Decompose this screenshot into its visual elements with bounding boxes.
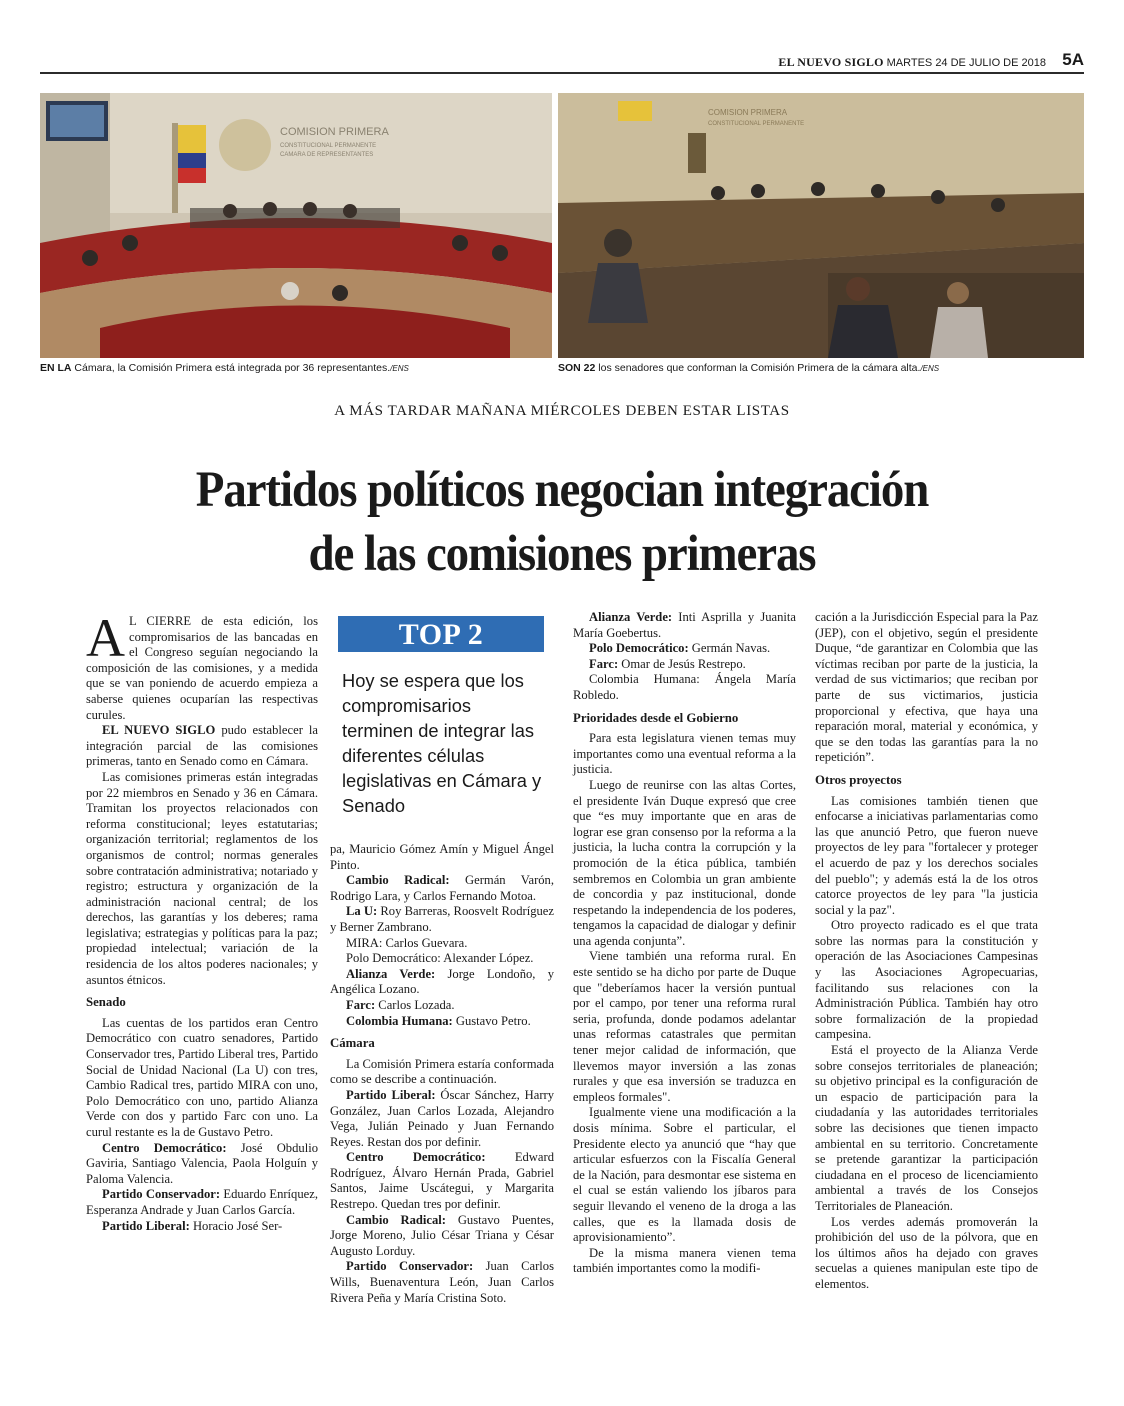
paragraph: Los verdes además promoverán la prohibición del uso de la pólvora, que en los últimos años ha dejado con graves secuelas a quienes manipulan este tipo de elementos. xyxy=(815,1214,1038,1291)
paragraph: Igualmente viene una modificación a la dosis mínima. Sobre el particular, el Presidente electo ya anunció que “hay que articular esfuerzos con la Fiscalía General de la Nación, para desmontar ese sistema en el cual se están valiendo los jíbaros para seguir llevando el veneno de la droga a las calles, que es la llamada dosis de aprovisionamiento”. xyxy=(573,1105,796,1245)
party-entry: Polo Democrático: Alexander López. xyxy=(346,951,534,966)
caption-text: los senadores que conforman la Comisión Primera de la cámara alta. xyxy=(595,362,921,374)
wall-sign-title: COMISION PRIMERA xyxy=(280,126,389,138)
photo-camara-commission xyxy=(40,93,552,358)
paragraph: EL NUEVO SIGLO pudo establecer la integración parcial de las comisiones primeras, tanto en Senado como en Cámara. xyxy=(86,723,319,769)
paragraph: pa, Mauricio Gómez Amín y Miguel Ángel Pinto. xyxy=(330,842,554,872)
paragraph: Las comisiones primeras están integradas por 22 miembros en Senado y 36 en Cámara. Tramitan los proyectos relacionados con reforma constitucional; leyes estatutarias; organización territorial; reglamentos de los organismos de control; normas generales sobre contratación administrativa; notariado y registro; estructura y organización de la administración nacional central; de los derechos, las garantías y los deberes; rama legislativa; estrategias y políticas para la paz; propiedad intelectual; variación de la residencia de los altos poderes nacionales; y asuntos étnicos. xyxy=(86,769,318,987)
caption-lead: SON 22 xyxy=(558,362,596,374)
party-entry: Farc: Carlos Lozada. xyxy=(346,997,455,1012)
party-entry: Polo Democrático: Germán Navas. xyxy=(589,641,771,656)
subhead-otros: Otros proyectos xyxy=(815,772,902,787)
party-entry: Colombia Humana: Ángela María Robledo. xyxy=(573,672,796,702)
article-column-2 xyxy=(330,842,554,1306)
paper-name-inline: EL NUEVO SIGLO xyxy=(102,723,216,738)
party-entry: Partido Conservador: Juan Carlos Wills, Buenaventura León, Juan Carlos Rivera Peña y María Cristina Soto. xyxy=(330,1259,554,1305)
top2-badge: TOP 2 xyxy=(338,616,544,652)
photo-caption-camara xyxy=(40,362,409,374)
paragraph: De la misma manera vienen tema también importantes como la modifi- xyxy=(573,1245,796,1276)
article-column-1 xyxy=(86,608,319,1234)
paragraph: Luego de reunirse con las altas Cortes, el presidente Iván Duque expresó que cree que “es muy importante que en aras de lograr ese gran consenso por la reforma a la justicia, la lucha contra la corrupción y la promoción de la ética pública, también sembremos en Colombia un gran ambiente de concordia y paz institucional, donde respetando la independencia de los poderes, tengamos la capacidad de dialogar y definir una agenda conjunta”. xyxy=(573,777,796,948)
photo-senado-commission xyxy=(558,93,1084,358)
top2-summary: Hoy se espera que los compromisarios terminen de integrar las diferentes células legislativas en Cámara y Senado xyxy=(342,670,542,816)
drop-cap: A xyxy=(86,608,125,668)
party-entry: Partido Conservador: Eduardo Enríquez, Esperanza Andrade y Juan Carlos García. xyxy=(86,1187,318,1217)
headline-line-1: Partidos políticos negocian integración xyxy=(195,462,929,518)
party-entry: La U: Roy Barreras, Roosvelt Rodríguez y Berner Zambrano. xyxy=(330,904,554,934)
party-entry: Partido Liberal: Óscar Sánchez, Harry González, Juan Carlos Lozada, Alejandro Vega, Julián Peinado y Juan Fernando Reyes. Restan dos por definir. xyxy=(330,1087,554,1149)
paragraph: cación a la Jurisdicción Especial para la Paz (JEP), con el objetivo, según el presidente Duque, “de garantizar en Colombia que las víctimas reciban por parte de la justicia, la verdad de sus victimarios; que reciban por parte de sus victimarios, justicia proporcional y efectiva, que haya una reparación moral, material y económica, y que se den todas las garantías para la no repetición”. xyxy=(815,610,1038,765)
paper-name: EL NUEVO SIGLO xyxy=(778,55,884,69)
photo-camara-illustration xyxy=(40,93,552,358)
photo-credit: /ENS xyxy=(920,364,940,373)
subhead-senado: Senado xyxy=(86,995,126,1010)
headline-line-2: de las comisiones primeras xyxy=(308,526,816,582)
publication-line xyxy=(778,55,1046,70)
paragraph: Viene también una reforma rural. En este sentido se ha dicho por parte de Duque que "deberíamos hacer la versión puntual por el campo, por tener una reforma rural seria, profunda, donde podamos adelantar unas reformas catastrales que permitan tener mejor calidad de información, que llevemos mayor inversión a las zonas rurales y que esa inversión se traduzca en empleos formales". xyxy=(573,949,796,1104)
article-headline xyxy=(82,458,1042,586)
photo-credit: /ENS xyxy=(390,364,409,373)
lead-paragraph: A L CIERRE de esta edición, los compromisarios de las bancadas en el Congreso seguían negociando la composición de las comisiones, y a medida que se van poniendo de acuerdo empieza a saberse quienes ocuparían las respectivas curules. xyxy=(86,608,318,722)
party-entry: Farc: Omar de Jesús Restrepo. xyxy=(589,656,746,671)
party-entry: Alianza Verde: Inti Asprilla y Juanita María Goebertus. xyxy=(573,610,797,640)
wall-sign-chamber: CAMARA DE REPRESENTANTES xyxy=(280,152,374,158)
wall-sign-subtitle: CONSTITUCIONAL PERMANENTE xyxy=(708,121,805,127)
page-number: 5A xyxy=(1062,50,1084,69)
issue-date: MARTES 24 DE JULIO DE 2018 xyxy=(886,57,1046,69)
wall-sign-title: COMISION PRIMERA xyxy=(708,108,788,117)
article-kicker: A MÁS TARDAR MAÑANA MIÉRCOLES DEBEN ESTAR LISTAS xyxy=(334,403,790,419)
paragraph: Las comisiones también tienen que enfocarse a iniciativas parlamentarias como las que anunció Petro, que fueron nueve proyectos de ley para "fortalecer y proteger el acuerdo de paz y los derechos sociales del pueblo"; y además está la de los otros catorce proyectos de ley para "la justicia social y la paz". xyxy=(815,793,1038,917)
wall-sign-subtitle: CONSTITUCIONAL PERMANENTE xyxy=(280,143,377,149)
paragraph: La Comisión Primera estaría conformada como se describe a continuación. xyxy=(330,1056,554,1087)
photo-caption-senado xyxy=(558,362,939,374)
subhead-prioridades: Prioridades desde el Gobierno xyxy=(573,710,739,725)
party-entry: Partido Liberal: Horacio José Ser- xyxy=(102,1218,283,1233)
party-entry: Cambio Radical: Germán Varón, Rodrigo Lara, y Carlos Fernando Motoa. xyxy=(330,873,554,903)
paragraph: Las cuentas de los partidos eran Centro Democrático con cuatro senadores, Partido Conservador tres, Partido Liberal tres, Partido Social de Unidad Nacional (La U) con tres, Cambio Radical tres, partido MIRA con uno, Polo Democrático con uno, partido Alianza Verde con dos y partido Farc con uno. La curul restante es la de Gustavo Petro. xyxy=(86,1015,318,1139)
caption-lead: EN LA xyxy=(40,362,72,374)
article-column-3 xyxy=(573,610,796,1277)
caption-text: Cámara, la Comisión Primera está integrada por 36 representantes. xyxy=(71,362,391,374)
subhead-camara: Cámara xyxy=(330,1036,375,1051)
party-entry: Colombia Humana: Gustavo Petro. xyxy=(346,1013,531,1028)
party-entry: Centro Democrático: José Obdulio Gaviria, Santiago Valencia, Paola Holguín y Paloma Valencia. xyxy=(86,1140,318,1186)
party-entry: Centro Democrático: Edward Rodríguez, Álvaro Hernán Prada, Gabriel Santos, Jaime Uscátegui, y Margarita Restrepo. Quedan tres por definir. xyxy=(330,1150,554,1212)
paragraph: Otro proyecto radicado es el que trata sobre las normas para la constitución y operación de las Asociaciones Campesinas y las Asociaciones Agropecuarias, facilitando sus relaciones con la Administración Pública. También hay otro sobre formalización de la propiedad campesina. xyxy=(815,918,1038,1042)
paragraph: Está el proyecto de la Alianza Verde sobre consejos territoriales de planeación; su objetivo principal es la configuración de un espacio de participación para la ciudadanía y las autoridades territoriales sobre las decisiones que tienen impacto ambiental en su territorio. Concretamente se pretende garantizar la participación ciudadana en el proceso de licenciamiento ambiental a través de los Consejos Territoriales de Planeación. xyxy=(815,1043,1038,1213)
party-entry: Alianza Verde: Jorge Londoño, y Angélica Lozano. xyxy=(330,966,555,997)
party-entry: MIRA: Carlos Guevara. xyxy=(346,935,468,950)
paragraph: Para esta legislatura vienen temas muy importantes como una eventual reforma a la justicia. xyxy=(573,731,796,777)
photo-senado-illustration xyxy=(558,93,1084,358)
party-entry: Cambio Radical: Gustavo Puentes, Jorge Moreno, Julio César Triana y César Augusto Lorduy. xyxy=(330,1212,554,1258)
page-header xyxy=(40,52,1084,74)
article-column-4 xyxy=(815,610,1038,1293)
